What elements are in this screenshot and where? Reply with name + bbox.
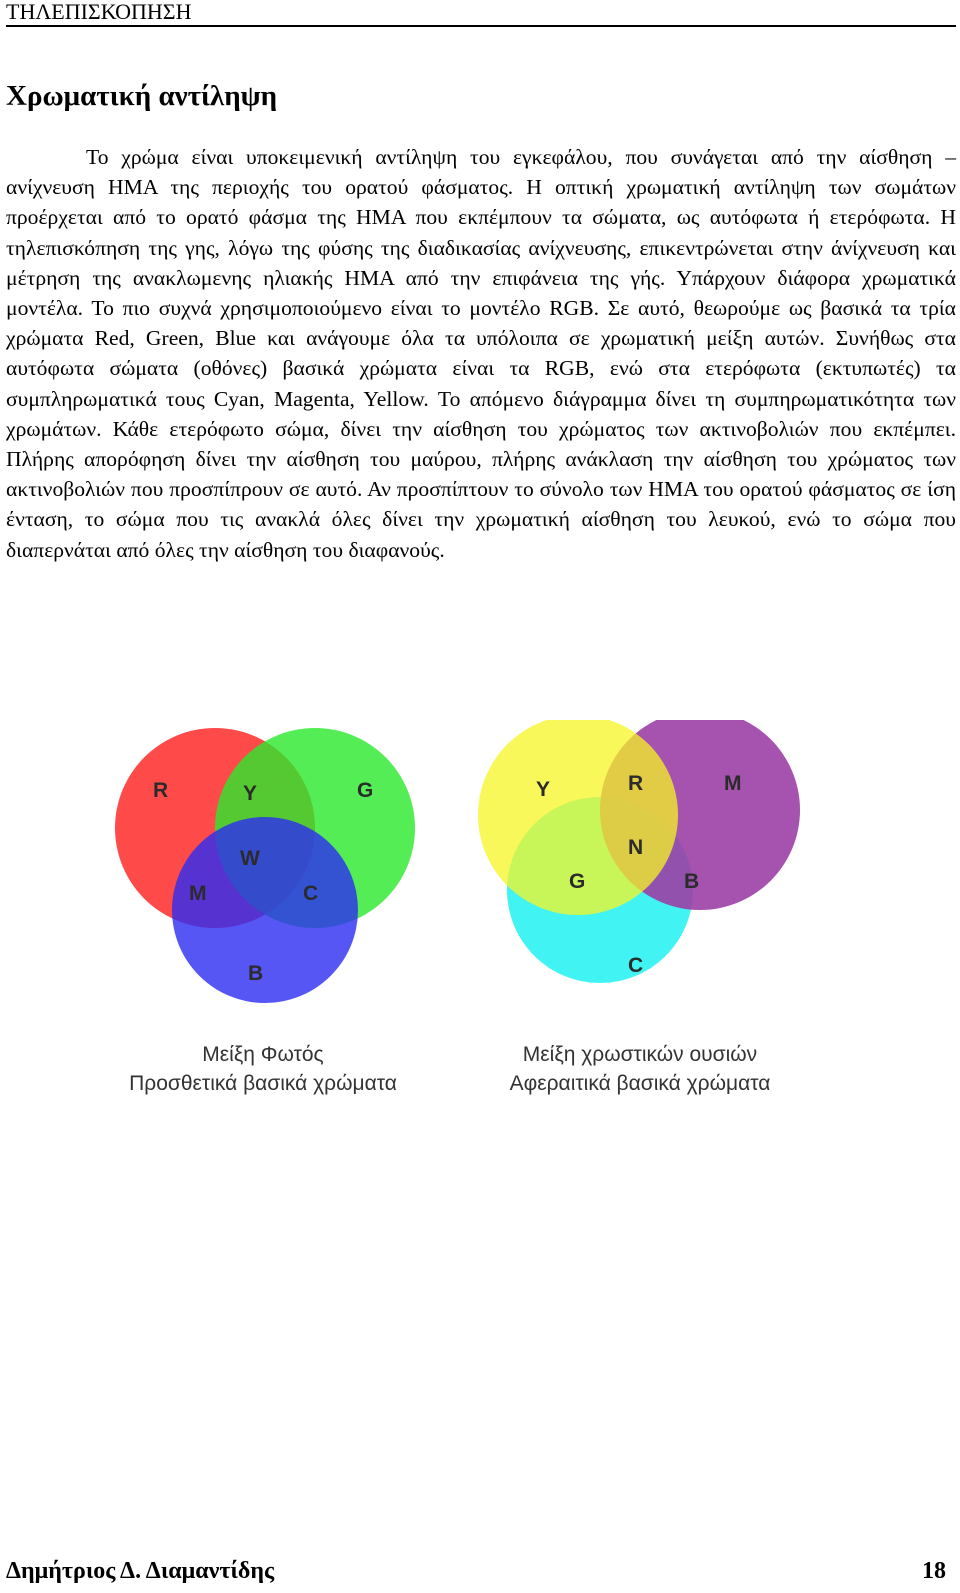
label-sub-g: G (569, 870, 586, 893)
section-title: Χρωματική αντίληψη (6, 80, 278, 112)
subtractive-caption-line1: Μείξη χρωστικών ουσιών (522, 1043, 758, 1066)
additive-venn (115, 728, 415, 1003)
label-r: R (153, 779, 169, 802)
label-sub-r: R (628, 772, 644, 795)
additive-caption-line1: Μείξη Φωτός (202, 1043, 324, 1066)
label-g: G (357, 779, 374, 802)
color-mixing-figure (90, 720, 830, 1130)
label-sub-b: B (684, 870, 700, 893)
footer-author: Δημήτριος Δ. Διαμαντίδης (6, 1558, 275, 1584)
subtractive-caption (460, 1040, 820, 1098)
body-paragraph: Το χρώμα είναι υποκειμενική αντίληψη του εγκεφάλου, που συνάγεται από την αίσθηση – ανίχνευση ΗΜΑ της περιοχής του ορατού φάσματος. Η οπτική χρωματική αντίληψη των σωμάτων προέρχεται από το ορατό φάσμα της ΗΜΑ που εκπέμπουν τα σώματα, ως αυτόφωτα ή ετερόφωτα. Η τηλεπισκόπηση της γης, λόγω της φύσης της διαδικασίας ανίχνευσης, επικεντρώνεται στην άνίχνευση και μέτρηση της ανακλωμενης ηλιακής ΗΜΑ από την επιφάνεια της γής. Υπάρχουν διάφορα χρωματικά μοντέλα. Το πιο συχνά χρησιμοποιούμενο είναι το μοντέλο RGB. Σε αυτό, θεωρούμε ως βασικά τα τρία χρώματα Red, Green, Blue και ανάγουμε όλα τα υπόλοιπα σε χρωματική μείξη αυτών. Συνήθως στα αυτόφωτα σώματα (οθόνες) βασικά χρώματα είναι τα RGB, ενώ στα ετερόφωτα (εκτυπωτές) τα συμπληρωματικά τους Cyan, Magenta, Yellow. Το απόμενο διάγραμμα δίνει τη συμπηρωματικότητα των χρωμάτων. Κάθε ετερόφωτο σώμα, δίνει την αίσθηση του χρώματος των ακτινοβολιών που εκπέμπει. Πλήρης απορόφηση δίνει την αίσθηση του μαύρου, πλήρης ανάκλαση την αίσθηση του χρώματος των ακτινοβολιών που προσπίπρουν σε αυτό. Αν προσπίπτουν το σύνολο των ΗΜΑ του ορατού φάσματος σε ίση ένταση, το σώμα που τις ανακλά όλες δίνει την χρωματική αίσθηση του λευκού, ενώ το σώμα που διαπερνάται από όλες την αίσθηση του διαφανούς. (6, 145, 956, 562)
label-sub-y: Y (536, 778, 551, 801)
label-w: W (240, 847, 260, 870)
label-b: B (248, 962, 264, 985)
additive-caption-line2: Προσθετικά βασικά χρώματα (129, 1072, 397, 1095)
label-sub-n: N (628, 836, 644, 859)
label-y: Y (243, 782, 258, 805)
label-sub-m: M (724, 772, 742, 795)
page-header: ΤΗΛΕΠΙΣΚΟΠΗΣΗ (6, 0, 956, 27)
additive-caption (83, 1040, 443, 1098)
subtractive-caption-line2: Αφεραιτικά βασικά χρώματα (509, 1072, 771, 1095)
page-number: 18 (922, 1558, 946, 1584)
label-c: C (303, 882, 319, 905)
blue-circle (172, 817, 358, 1003)
label-sub-c: C (628, 954, 644, 977)
label-m: M (189, 882, 207, 905)
subtractive-venn (478, 720, 800, 983)
